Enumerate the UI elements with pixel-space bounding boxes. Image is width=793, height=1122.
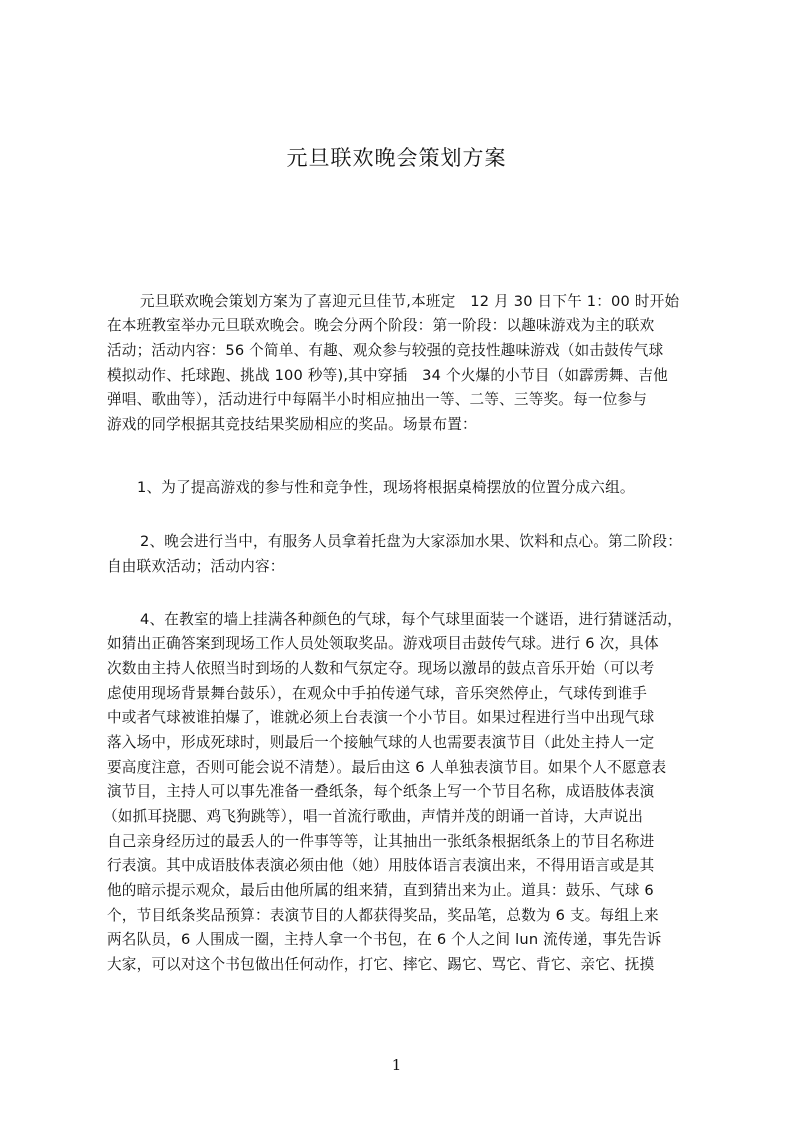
- paragraph-4-line-9: （如抓耳挠腮、鸡飞狗跳等），唱一首流行歌曲，声情并茂的朗诵一首诗，大声说出: [103, 808, 644, 825]
- paragraph-4-line-8: 演节目，主持人可以事先准备一叠纸条，每个纸条上写一个节目名称，成语肢体表演: [107, 783, 655, 800]
- page-number: 1: [391, 1056, 402, 1074]
- paragraph-4-line-10: 自己亲身经历过的最丢人的一件事等等，让其抽出一张纸条根据纸条上的节目名称进: [107, 833, 655, 850]
- paragraph-4-line-1: 4、在教室的墙上挂满各种颜色的气球，每个气球里面装一个谜语，进行猜谜活动，: [140, 611, 683, 628]
- paragraph-3-line-1: 2、晚会进行当中，有服务人员拿着托盘为大家添加水果、饮料和点心。第二阶段：: [140, 533, 683, 550]
- paragraph-4-line-11: 行表演。其中成语肢体表演必须由他（她）用肢体语言表演出来，不得用语言或是其: [107, 857, 655, 874]
- paragraph-4-line-6: 落入场中，形成死球时，则最后一个接触气球的人也需要表演节目（此处主持人一定: [107, 734, 655, 751]
- paragraph-4-line-4: 虑使用现场背景舞台鼓乐），在观众中手拍传递气球，音乐突然停止，气球传到谁手: [107, 685, 648, 702]
- paragraph-1-line-4: 模拟动作、托球跑、挑战 100 秒等),其中穿插 34 个火爆的小节目（如霹雳舞、吉他: [107, 367, 668, 384]
- paragraph-4-line-2: 如猜出正确答案到现场工作人员处领取奖品。游戏项目击鼓传气球。进行 6 次，具体: [107, 635, 659, 652]
- paragraph-1-line-3: 活动；活动内容：56 个简单、有趣、观众参与较强的竞技性趣味游戏（如击鼓传气球: [107, 342, 664, 359]
- paragraph-4-line-12: 他的暗示提示观众，最后由他所属的组来猜，直到猜出来为止。道具：鼓乐、气球 6: [107, 882, 654, 899]
- paragraph-4-line-14: 两名队员，6 人围成一圈，主持人拿一个书包，在 6 个人之间 lun 流传递，事先告诉: [107, 931, 662, 948]
- paragraph-4-line-7: 要高度注意，否则可能会说不清楚）。最后由这 6 人单独表演节目。如果个人不愿意表: [107, 759, 667, 776]
- paragraph-4-line-15: 大家，可以对这个书包做出任何动作，打它、摔它、踢它、骂它、背它、亲它、抚摸: [107, 956, 655, 973]
- paragraph-3-line-2: 自由联欢活动；活动内容：: [107, 558, 285, 575]
- paragraph-4-line-13: 个，节目纸条奖品预算：表演节目的人都获得奖品，奖品笔，总数为 6 支。每组上来: [107, 907, 659, 924]
- paragraph-1-line-6: 游戏的同学根据其竞技结果奖励相应的奖品。场景布置：: [107, 416, 477, 433]
- paragraph-2-line-1: 1、为了提高游戏的参与性和竞争性，现场将根据桌椅摆放的位置分成六组。: [137, 479, 635, 496]
- paragraph-1-line-2: 在本班教室举办元旦联欢晚会。晚会分两个阶段：第一阶段：以趣味游戏为主的联欢: [107, 317, 655, 334]
- paragraph-4-line-5: 中或者气球被谁拍爆了，谁就必须上台表演一个小节目。如果过程进行当中出现气球: [107, 709, 655, 726]
- paragraph-1-line-1: 元旦联欢晚会策划方案为了喜迎元旦佳节,本班定 12 月 30 日下午 1：00 时开始: [140, 293, 680, 310]
- document-title: 元旦联欢晚会策划方案: [286, 146, 507, 170]
- paragraph-1-line-5: 弹唱、歌曲等），活动进行中每隔半小时相应抽出一等、二等、三等奖。每一位参与: [107, 391, 648, 408]
- paragraph-4-line-3: 次数由主持人依照当时到场的人数和气氛定夺。现场以激昂的鼓点音乐开始（可以考: [107, 660, 655, 677]
